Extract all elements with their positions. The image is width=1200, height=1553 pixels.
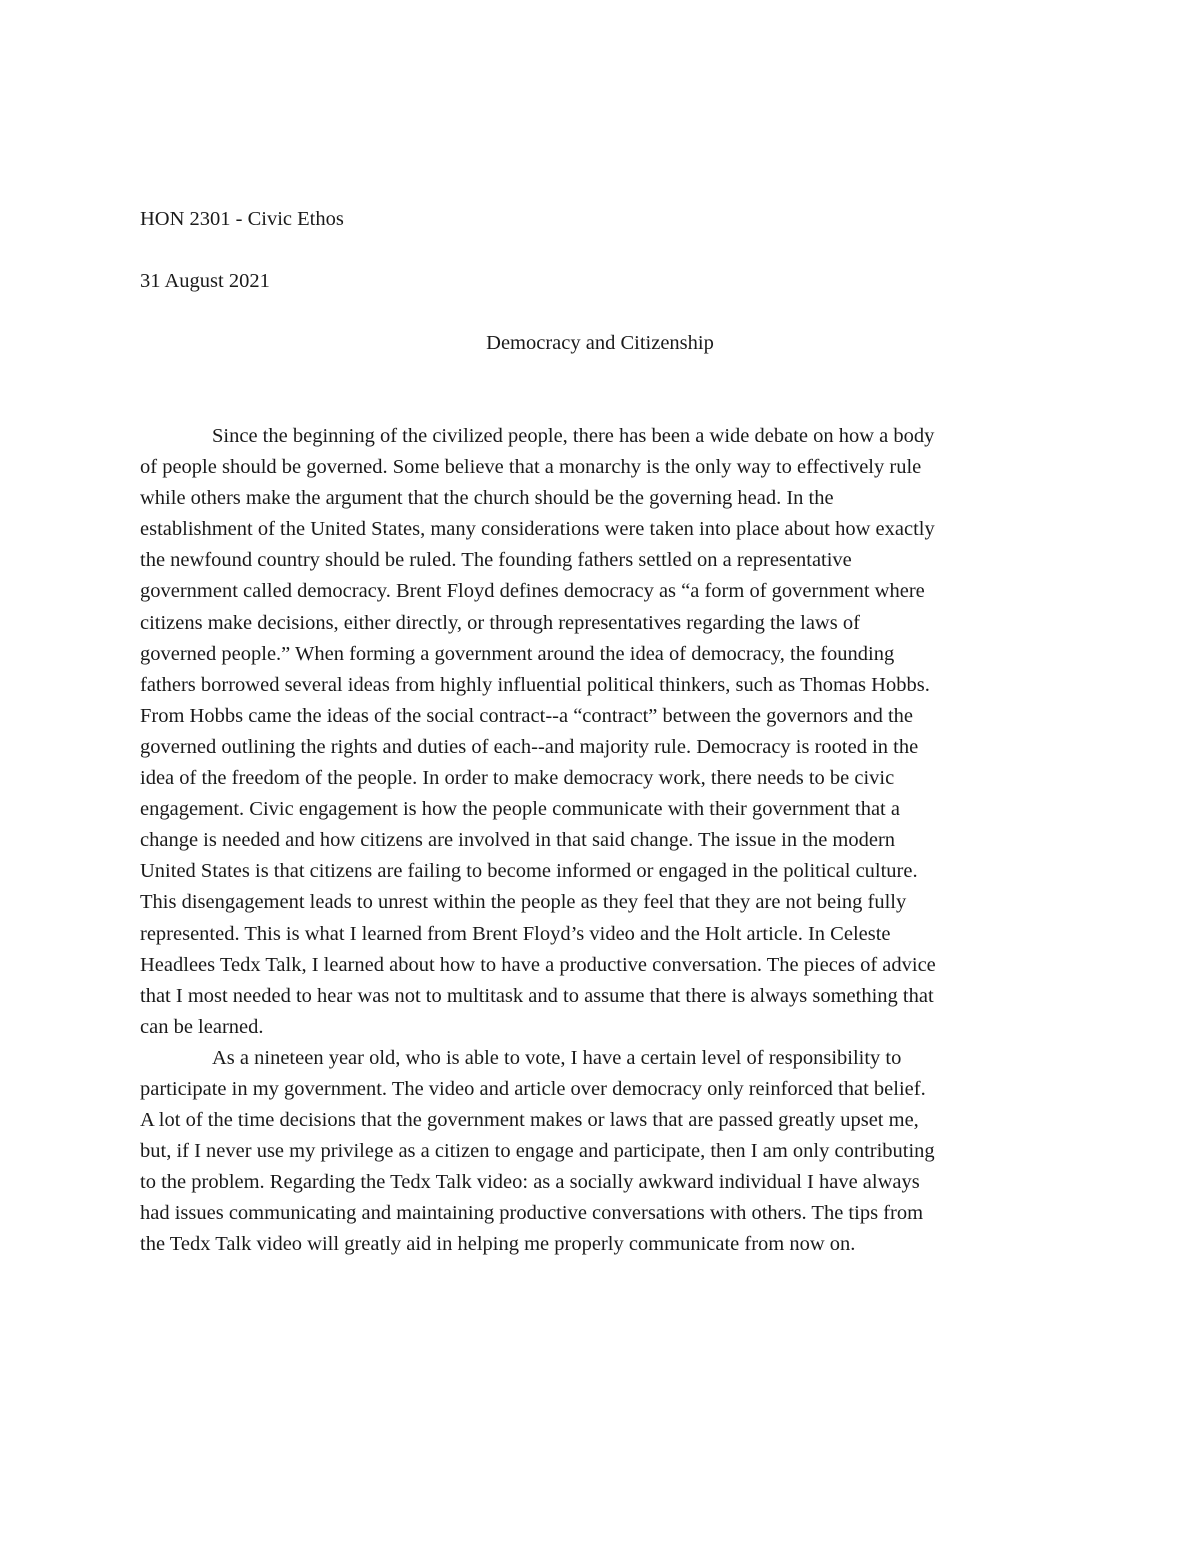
paragraph-line: to the problem. Regarding the Tedx Talk video: as a socially awkward individual I have always	[140, 1171, 920, 1194]
paragraph-line: but, if I never use my privilege as a citizen to engage and participate, then I am only contributing	[140, 1140, 935, 1163]
paragraph-line: governed people.” When forming a government around the idea of democracy, the founding	[140, 642, 895, 665]
paragraph-line: This disengagement leads to unrest within the people as they feel that they are not being fully	[140, 891, 907, 914]
paragraph-2	[140, 1043, 1060, 1261]
paragraph-line: the Tedx Talk video will greatly aid in helping me properly communicate from now on.	[140, 1233, 856, 1256]
paragraph-line: A lot of the time decisions that the government makes or laws that are passed greatly upset me,	[140, 1109, 919, 1132]
paragraph-line: engagement. Civic engagement is how the people communicate with their government that a	[140, 798, 900, 821]
paragraph-line: represented. This is what I learned from Brent Floyd’s video and the Holt article. In Celeste	[140, 922, 891, 945]
essay-title: Democracy and Citizenship	[486, 332, 714, 354]
paragraph-line: idea of the freedom of the people. In order to make democracy work, there needs to be civic	[140, 767, 895, 790]
paragraph-line: As a nineteen year old, who is able to vote, I have a certain level of responsibility to	[212, 1046, 902, 1069]
paragraph-line: Since the beginning of the civilized people, there has been a wide debate on how a body	[212, 425, 935, 447]
date-heading: 31 August 2021	[140, 270, 270, 292]
paragraph-line: establishment of the United States, many considerations were taken into place about how exactly	[140, 518, 935, 541]
paragraph-line: had issues communicating and maintaining productive conversations with others. The tips from	[140, 1202, 924, 1225]
paragraph-line: governed outlining the rights and duties of each--and majority rule. Democracy is rooted in the	[140, 735, 919, 758]
paragraph-line: government called democracy. Brent Floyd defines democracy as “a form of government where	[140, 580, 925, 603]
paragraph-line: Headlees Tedx Talk, I learned about how to have a productive conversation. The pieces of advice	[140, 953, 936, 976]
paragraph-line: fathers borrowed several ideas from highly influential political thinkers, such as Thomas Hobbs.	[140, 673, 930, 696]
paragraph-line: United States is that citizens are failing to become informed or engaged in the political culture.	[140, 860, 918, 883]
paragraph-line: participate in my government. The video and article over democracy only reinforced that belief.	[140, 1077, 926, 1100]
paragraph-line: the newfound country should be ruled. The founding fathers settled on a representative	[140, 549, 852, 572]
paragraph-line: citizens make decisions, either directly, or through representatives regarding the laws of	[140, 611, 860, 634]
paragraph-line: can be learned.	[140, 1015, 264, 1038]
paragraph-line: of people should be governed. Some believe that a monarchy is the only way to effectively rule	[140, 456, 922, 479]
paragraph-1	[140, 421, 1060, 1043]
course-heading: HON 2301 - Civic Ethos	[140, 208, 344, 230]
paragraph-line: that I most needed to hear was not to multitask and to assume that there is always something that	[140, 984, 934, 1007]
essay-body	[140, 421, 1060, 1261]
paragraph-line: change is needed and how citizens are involved in that said change. The issue in the modern	[140, 829, 896, 852]
paragraph-line: From Hobbs came the ideas of the social contract--a “contract” between the governors and the	[140, 704, 913, 727]
paragraph-line: while others make the argument that the church should be the governing head. In the	[140, 487, 834, 510]
